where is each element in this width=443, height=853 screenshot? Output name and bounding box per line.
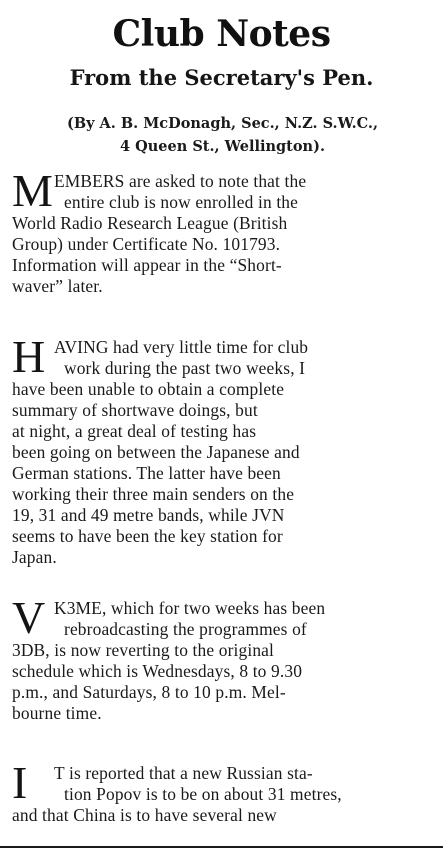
paragraph-line: bourne time.	[12, 703, 102, 723]
paragraph-line: at night, a great deal of testing has	[12, 421, 257, 441]
paragraph-line: EMBERS are asked to note that the	[54, 171, 307, 191]
paragraph-line: p.m., and Saturdays, 8 to 10 p.m. Mel-	[12, 682, 286, 702]
paragraph-line: work during the past two weeks, I	[64, 358, 306, 378]
paragraph-line: 19, 31 and 49 metre bands, while JVN	[12, 505, 285, 525]
drop-cap: H	[12, 331, 46, 382]
paragraph-line: Japan.	[12, 547, 57, 567]
bottom-rule	[0, 846, 443, 848]
paragraph-line: entire club is now enrolled in the	[64, 192, 299, 212]
paragraph-line: rebroadcasting the programmes of	[64, 619, 307, 639]
paragraph-line: 3DB, is now reverting to the original	[12, 640, 275, 660]
paragraph-line: schedule which is Wednesdays, 8 to 9.30	[12, 661, 303, 681]
paragraph-line: summary of shortwave doings, but	[12, 400, 258, 420]
paragraph-line: tion Popov is to be on about 31 metres,	[64, 784, 342, 804]
paragraph-line: working their three main senders on the	[12, 484, 295, 504]
drop-cap: V	[12, 592, 46, 643]
paragraph-line: waver” later.	[12, 276, 103, 296]
paragraph-line: Group) under Certificate No. 101793.	[12, 234, 281, 254]
paragraph-line: and that China is to have several new	[12, 805, 277, 825]
drop-cap: M	[12, 165, 53, 216]
paragraph-line: T is reported that a new Russian sta-	[54, 763, 313, 783]
paragraph-line: German stations. The latter have been	[12, 463, 281, 483]
paragraph-line: AVING had very little time for club	[54, 337, 309, 357]
subtitle: From the Secretary's Pen.	[69, 65, 374, 90]
paragraph-line: K3ME, which for two weeks has been	[54, 598, 326, 618]
page-title: Club Notes	[112, 13, 331, 55]
paragraph-line: seems to have been the key station for	[12, 526, 283, 546]
paragraph-line: been going on between the Japanese and	[12, 442, 300, 462]
paragraph-line: World Radio Research League (British	[12, 213, 288, 233]
byline-line-1: (By A. B. McDonagh, Sec., N.Z. S.W.C.,	[66, 115, 379, 132]
paragraph-line: Information will appear in the “Short-	[12, 255, 282, 275]
byline-line-2: 4 Queen St., Wellington).	[119, 138, 326, 155]
paragraph-line: have been unable to obtain a complete	[12, 379, 285, 399]
drop-cap: I	[12, 757, 28, 808]
